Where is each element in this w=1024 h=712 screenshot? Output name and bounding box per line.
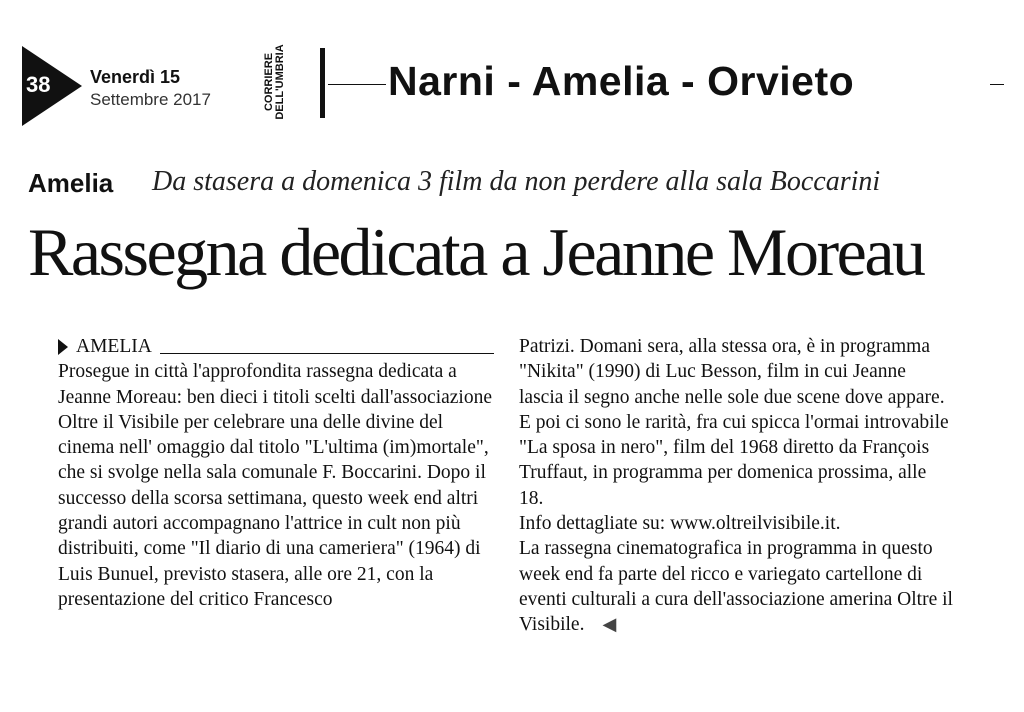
end-of-article-arrow-icon: ◀ (602, 614, 617, 635)
article-column-2 (519, 334, 955, 638)
masthead-line1: CORRIERE (263, 52, 275, 112)
masthead-bar (320, 48, 325, 118)
article-last-text: La rassegna cinematografica in programma in questo week end fa parte del ricco e variegato cartellone di eventi culturali a cura dell'associazione amerina Oltre il Visibile. (519, 538, 953, 636)
article-column-1 (58, 334, 494, 612)
arrow-right-icon (58, 339, 68, 355)
masthead-line2: DELL'UMBRIA (274, 44, 286, 120)
article-body-paragraph: Info dettagliate su: www.oltreilvisibile.it. (519, 513, 841, 535)
header-rule-left (328, 84, 386, 85)
page-number: 38 (26, 72, 51, 97)
article-body-paragraph-last (519, 536, 955, 637)
dateline (58, 334, 494, 359)
dateline-text: AMELIA (76, 336, 152, 357)
article-body-paragraph: E poi ci sono le rarità, fra cui spicca l'ormai introvabile "La sposa in nero", film del 1968 diretto da François Truffaut, in programma per domenica prossima, alle 18. (519, 411, 949, 509)
masthead-logo (264, 42, 286, 122)
kicker: Da stasera a domenica 3 film da non perdere alla sala Boccarini (152, 166, 881, 197)
article-body-paragraph: Patrizi. Domani sera, alla stessa ora, è in programma "Nikita" (1990) di Luc Besson, film in cui Jeanne lascia il segno anche nelle sole due scene dove appare. (519, 336, 945, 408)
kicker-place: Amelia (28, 168, 114, 198)
article-body-paragraph: Prosegue in città l'approfondita rassegna dedicata a Jeanne Moreau: ben dieci i titoli scelti dall'associazione Oltre il Visibile per celebrare una delle divine del cinema nell' omaggio dal titolo "L'ultima (im)mortale", che si svolge nella sala comunale F. Boccarini. Dopo il successo della scorsa settimana, questo week end altri grandi autori accompagnano l'attrice in cult non più distribuiti, come "Il diario di una cameriera" (1964) di Luis Bunuel, previsto stasera, alle ore 21, con la presentazione del critico Francesco (58, 361, 492, 610)
headline: Rassegna dedicata a Jeanne Moreau (28, 214, 924, 290)
issue-date-day: Venerdì 15 (90, 67, 181, 87)
section-title: Narni - Amelia - Orvieto (388, 58, 855, 104)
dateline-rule (160, 353, 494, 354)
header-rule-right (990, 84, 1004, 85)
issue-date-month: Settembre 2017 (90, 90, 211, 109)
